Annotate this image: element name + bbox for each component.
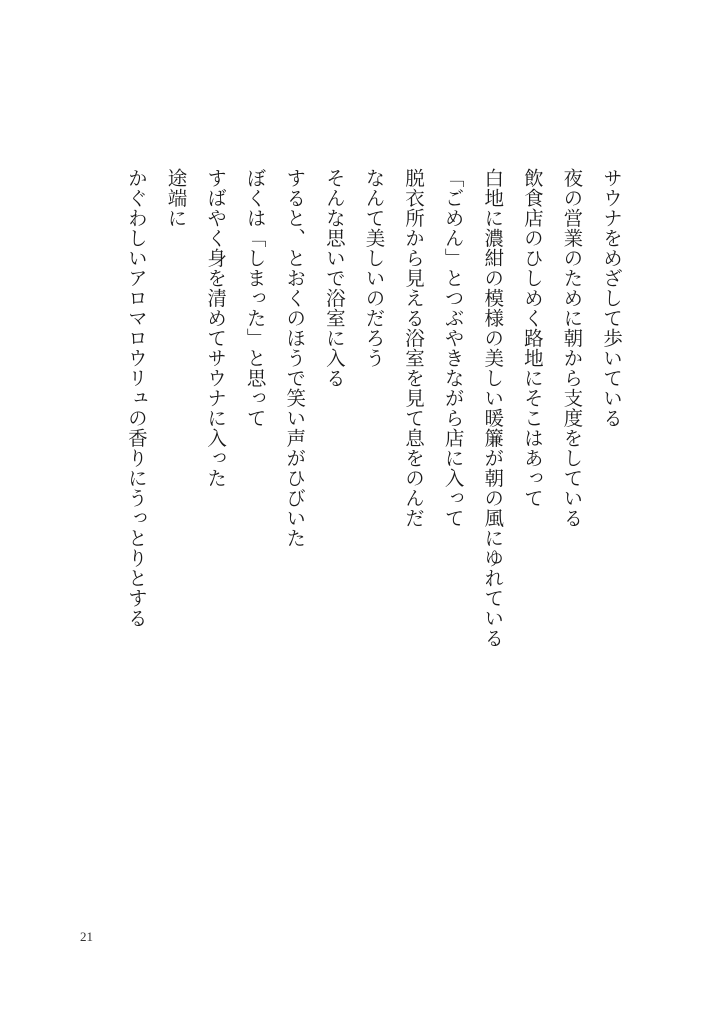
poem-line-10: ぼくは「しまった」と思って [243, 168, 267, 428]
vertical-poem-text [116, 168, 631, 648]
poem-line-2: 夜の営業のために朝から支度をしている [560, 168, 584, 528]
poem-line-7: なんて美しいのだろう [362, 168, 386, 368]
poem-line-9: すると、とおくのほうで笑い声がひびいた [283, 168, 307, 548]
poem-line-8: そんな思いで浴室に入る [322, 168, 346, 388]
poem-line-5: 「ごめん」とつぶやきながら店に入って [441, 168, 465, 528]
poem-line-6: 脱衣所から見える浴室を見て息をのんだ [402, 168, 426, 528]
poem-line-12: 途端に [164, 168, 188, 228]
poem-line-1: サウナをめざして歩いている [600, 168, 623, 428]
poem-line-13: かぐわしいアロマロウリュの香りにうっとりとする [124, 168, 148, 628]
poem-line-3: 飲食店のひしめく路地にそこはあって [520, 168, 544, 508]
page-number: 21 [80, 929, 93, 944]
poem-line-11: すばやく身を清めてサウナに入った [204, 168, 228, 488]
poem-line-4: 白地に濃紺の模様の美しい暖簾が朝の風にゆれている [481, 168, 505, 648]
